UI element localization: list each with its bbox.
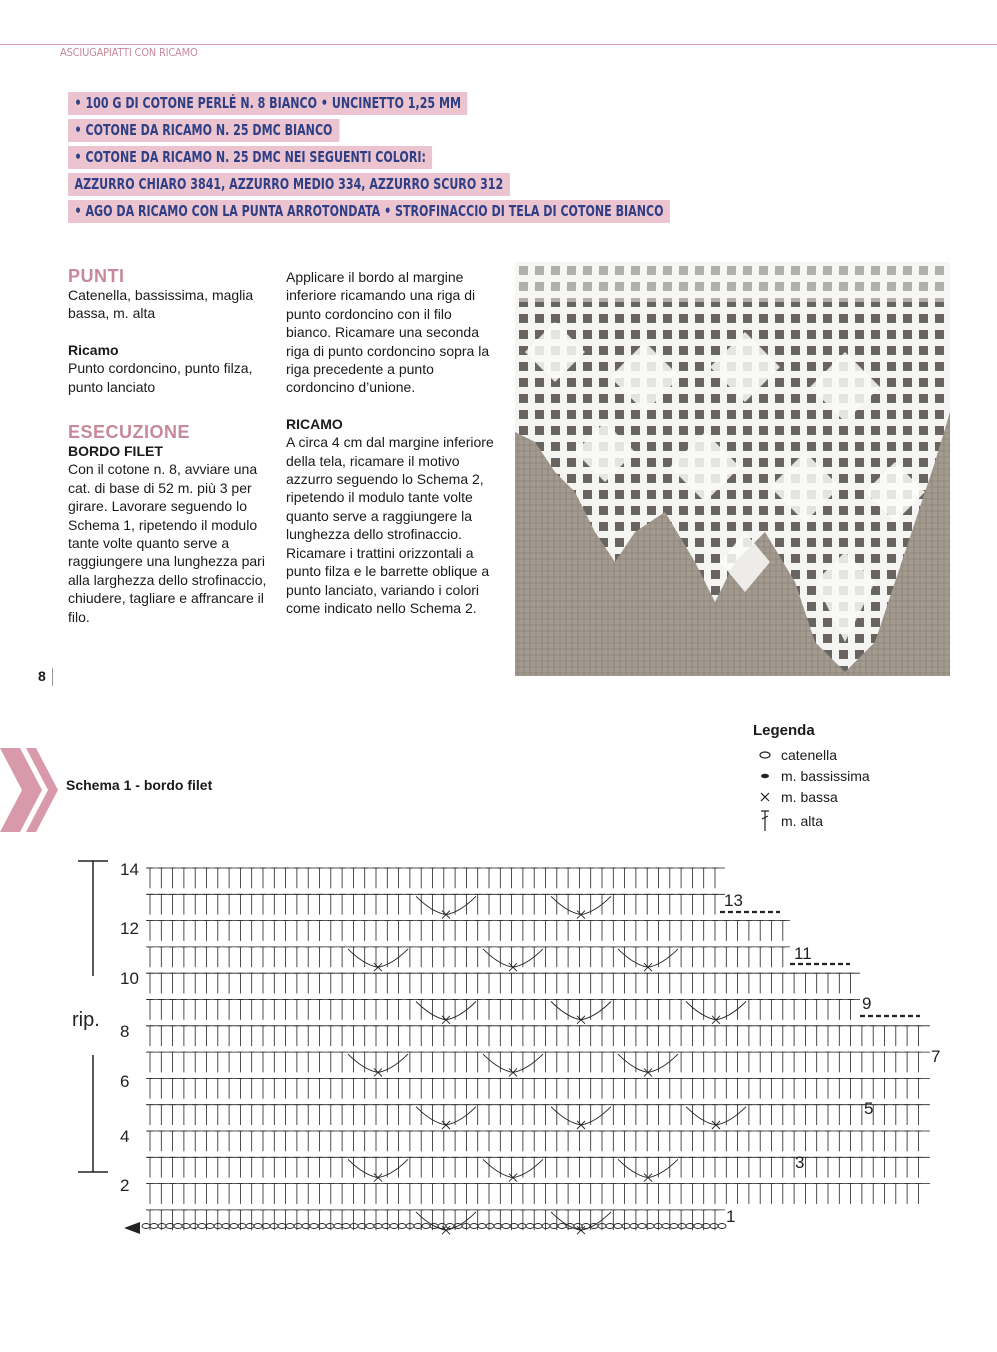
row-label-right: 11: [794, 944, 812, 963]
ricamo-heading: RICAMO: [286, 415, 343, 432]
materials-line: • COTONE DA RICAMO N. 25 DMC NEI SEGUENTI COLORI:: [68, 146, 432, 169]
row-label-left: 2: [120, 1176, 130, 1195]
legend-title: Legenda: [753, 722, 815, 739]
single-crochet-icon: [753, 790, 777, 804]
ricamo-text: A circa 4 cm dal margine inferiore della tela, ricamare il motivo azzurro seguendo lo Schema 2, ripetendo il modulo tante volte quanto serve a raggiungere la lunghezza dello strofinaccio. Ricamare i trattini orizzontali a punto filza e le barrette oblique a punto lanciato, variando i colori come indicato nello Schema 2.: [286, 434, 494, 616]
ricamo-subheading: Ricamo: [68, 341, 119, 358]
row-label-right: 13: [724, 891, 743, 910]
row-label-left: 4: [120, 1127, 130, 1146]
row-labels-left: [120, 860, 139, 1195]
page-number-divider: [52, 668, 53, 686]
left-column: [68, 266, 268, 626]
start-arrow-icon: [124, 1222, 140, 1234]
row-label-left: 12: [120, 919, 139, 938]
row-label-right: 3: [795, 1153, 805, 1172]
legend-item: [753, 808, 870, 834]
row-labels-right: [724, 891, 940, 1226]
middle-column: [286, 268, 498, 617]
legend-label: catenella: [781, 746, 838, 763]
punti-heading: PUNTI: [68, 266, 125, 286]
row-label-left: 8: [120, 1022, 130, 1041]
repeat-label: rip.: [72, 1009, 100, 1031]
header-rule: [0, 44, 997, 45]
row-label-left: 6: [120, 1072, 130, 1091]
materials-list: [68, 92, 802, 227]
schema-title: Schema 1 - bordo filet: [66, 777, 213, 793]
bordo-filet-text: Con il cotone n. 8, avviare una cat. di base di 52 m. più 3 per girare. Lavorare seguendo lo Schema 1, ripetendo il modulo tante volte quanto serve a raggiungere una lunghezza pari alla larghezza dello strofinaccio, chiudere, tagliare e affrancare il filo.: [68, 461, 267, 625]
legend: [753, 722, 870, 836]
legend-label: m. alta: [781, 813, 824, 829]
esecuzione-heading: ESECUZIONE: [68, 422, 191, 443]
legend-item: [753, 766, 870, 785]
materials-line: AZZURRO CHIARO 3841, AZZURRO MEDIO 334, AZZURRO SCURO 312: [68, 173, 510, 196]
materials-line: • AGO DA RICAMO CON LA PUNTA ARROTONDATA • STROFINACCIO DI TELA DI COTONE BIANCO: [68, 200, 670, 223]
legend-label: m. bassa: [781, 788, 838, 805]
page-number: 8: [38, 668, 46, 684]
materials-line: • 100 G DI COTONE PERLÉ N. 8 BIANCO • UNCINETTO 1,25 MM: [68, 92, 468, 115]
crochet-border-photo: [515, 262, 950, 676]
row-label-right: 5: [864, 1099, 874, 1118]
stitch-grid: [142, 868, 930, 1234]
chain-stitch-icon: [753, 750, 777, 760]
slip-stitch-icon: [753, 771, 777, 781]
chevron-arrows-icon: [0, 748, 60, 832]
ricamo-stitches-text: Punto cordoncino, punto filza, punto lanciato: [68, 360, 253, 395]
apply-border-text: Applicare il bordo al margine inferiore ricamando una riga di punto cordoncino con il filo bianco. Ricamare una seconda riga di punto cordoncino sopra la riga precedente a punto cordoncino d’unione.: [286, 269, 490, 396]
legend-label: m. bassissima: [781, 767, 870, 784]
running-header: ASCIUGAPIATTI CON RICAMO: [60, 46, 198, 59]
legend-item: [753, 787, 870, 806]
legend-item: [753, 745, 870, 764]
row-label-left: 14: [120, 860, 139, 879]
materials-line: • COTONE DA RICAMO N. 25 DMC BIANCO: [68, 119, 339, 142]
bordo-filet-subheading: BORDO FILET: [68, 443, 163, 460]
schema-1-chart: [0, 850, 997, 1250]
row-label-right: 1: [726, 1207, 736, 1226]
row-label-right: 9: [862, 994, 872, 1013]
row-label-left: 10: [120, 969, 139, 988]
row-label-right: 7: [931, 1047, 941, 1066]
punti-text: Catenella, bassissima, maglia bassa, m. alta: [68, 287, 254, 322]
double-crochet-icon: [753, 809, 777, 833]
